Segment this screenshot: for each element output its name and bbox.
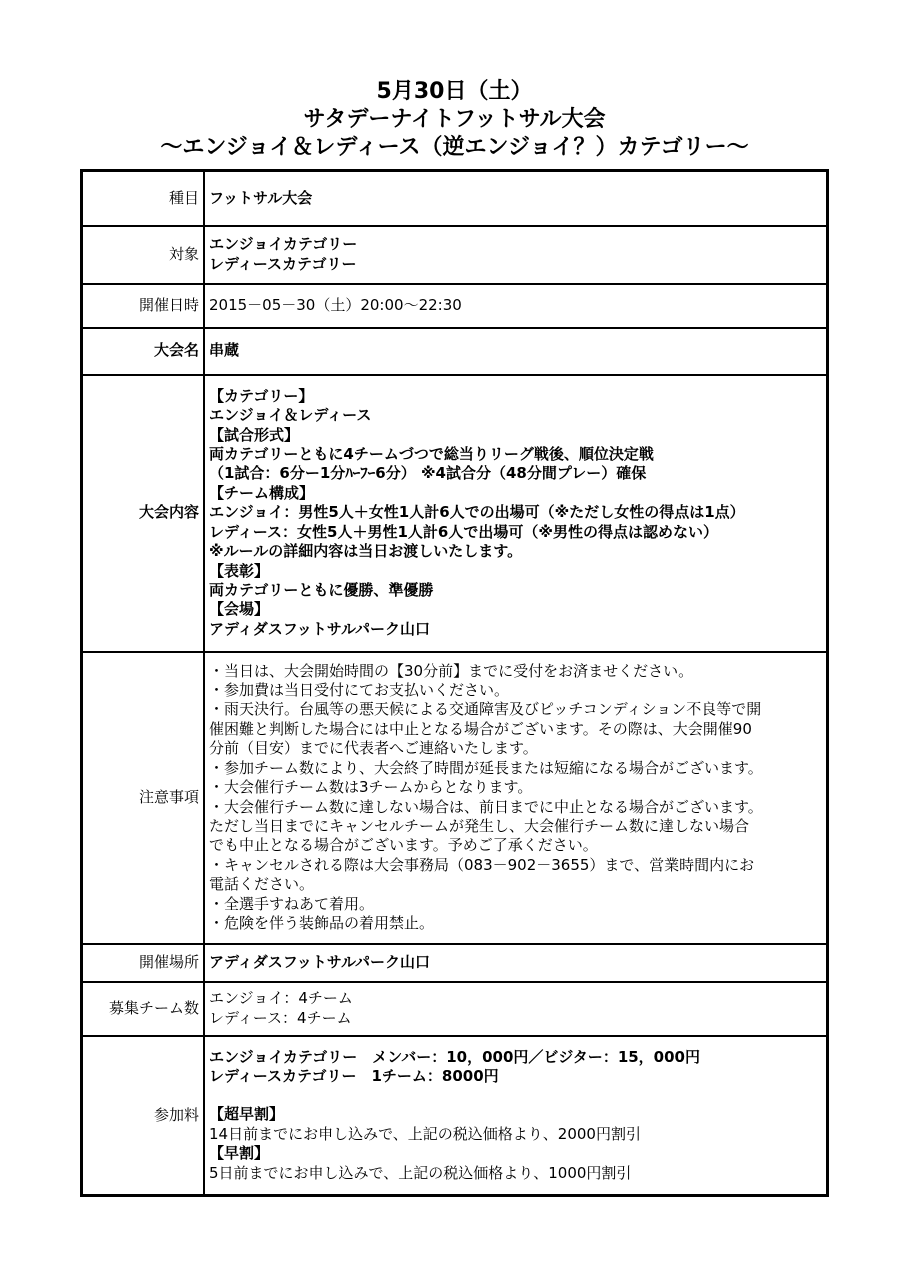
row-fee (82, 1036, 828, 1196)
value-target (204, 226, 828, 284)
text-line: 【超早割】 (209, 1105, 285, 1124)
value-fee (204, 1036, 828, 1196)
label-content: 大会内容 (82, 375, 205, 652)
value-venue (204, 944, 828, 982)
row-content (82, 375, 828, 652)
value-tournament-name (204, 328, 828, 375)
label-teams: 募集チーム数 (82, 982, 205, 1036)
text-line: 【早割】 (209, 1144, 270, 1163)
text-line: ・参加チーム数により、大会終了時間が延長または短縮になる場合がございます。 (209, 758, 763, 777)
text-line: ・雨天決行。台風等の悪天候による交通障害及びピッチコンディション不良等で開 (209, 700, 762, 719)
event-info-table (80, 169, 829, 1197)
row-venue (82, 944, 828, 982)
text-line: レディースカテゴリー 1チーム：8000円 (209, 1066, 499, 1085)
label-venue: 開催場所 (82, 944, 205, 982)
text-line: ・当日は、大会開始時間の【30分前】までに受付をお済ませください。 (209, 661, 694, 680)
text-line: 電話ください。 (209, 875, 315, 894)
text-line: 【カテゴリー】 (209, 386, 314, 405)
text-line: 分前（目安）までに代表者へご連絡いたします。 (209, 739, 538, 758)
text-line: 5日前までにお申し込みで、上記の税込価格より、1000円割引 (209, 1163, 632, 1182)
value-content (204, 375, 828, 652)
text-line: でも中止となる場合がございます。予めご了承ください。 (209, 836, 598, 855)
text-line: エンジョイカテゴリー メンバー：10，000円／ビジター：15，000円 (209, 1047, 700, 1066)
value-teams (204, 982, 828, 1036)
text-line: フットサル大会 (209, 188, 313, 207)
title-date: 5月30日（土） (376, 79, 533, 104)
text-line: エンジョイ：4チーム (209, 989, 353, 1008)
text-line: 串蔵 (209, 341, 240, 360)
text-line: エンジョイカテゴリー (209, 235, 358, 254)
value-notes (204, 652, 828, 944)
text-line: レディース：女性5人＋男性1人計6人で出場可（※男性の得点は認めない） (209, 522, 718, 541)
label-datetime: 開催日時 (82, 284, 205, 328)
text-line: ・大会催行チーム数に達しない場合は、前日までに中止となる場合がございます。 (209, 797, 763, 816)
text-line: ただし当日までにキャンセルチームが発生し、大会催行チーム数に達しない場合 (209, 816, 750, 835)
row-teams (82, 982, 828, 1036)
text-line: 【会場】 (209, 600, 270, 619)
text-line: 【試合形式】 (209, 425, 300, 444)
label-tournament-name: 大会名 (82, 328, 205, 375)
label-event-type: 種目 (82, 171, 205, 226)
text-line: アディダスフットサルパーク山口 (209, 952, 430, 971)
text-line: 14日前までにお申し込みで、上記の税込価格より、2000円割引 (209, 1124, 641, 1143)
text-line: レディース：4チーム (209, 1008, 352, 1027)
row-tournament-name (82, 328, 828, 375)
text-line: 両カテゴリーともに4チームづつで総当りリーグ戦後、順位決定戦 (209, 445, 654, 464)
text-line: ・キャンセルされる際は大会事務局（083－902－3655）まで、営業時間内にお (209, 855, 755, 874)
text-line: ・危険を伴う装飾品の着用禁止。 (209, 913, 435, 932)
text-line: ・全選手すねあて着用。 (209, 894, 375, 913)
value-event-type (204, 171, 828, 226)
row-datetime (82, 284, 828, 328)
text-line: エンジョイ：男性5人＋女性1人計6人での出場可（※ただし女性の得点は1点） (209, 503, 745, 522)
label-fee: 参加料 (82, 1036, 205, 1196)
text-line: ・大会催行チーム数は3チームからとなります。 (209, 778, 533, 797)
text-line: 【表彰】 (209, 561, 270, 580)
label-notes: 注意事項 (82, 652, 205, 944)
row-event-type (82, 171, 828, 226)
row-notes (82, 652, 828, 944)
title-category: ～エンジョイ＆レディース（逆エンジョイ？）カテゴリー～ (160, 135, 749, 160)
text-line (209, 1086, 822, 1105)
text-line: エンジョイ＆レディース (209, 406, 372, 425)
text-line: 2015－05－30（土）20:00～22:30 (209, 295, 462, 314)
text-line: アディダスフットサルパーク山口 (209, 619, 430, 638)
text-line: ・参加費は当日受付にてお支払いください。 (209, 681, 510, 700)
text-line: （1試合：6分ー1分ﾊｰﾌｰ6分） ※4試合分（48分間プレー）確保 (209, 464, 647, 483)
text-line: 【チーム構成】 (209, 483, 315, 502)
text-line: レディースカテゴリー (209, 254, 357, 273)
text-line: 催困難と判断した場合には中止となる場合がございます。その際は、大会開催90 (209, 719, 752, 738)
label-target: 対象 (82, 226, 205, 284)
title-event-name: サタデーナイトフットサル大会 (303, 107, 606, 132)
row-target (82, 226, 828, 284)
text-line: ※ルールの詳細内容は当日お渡しいたします。 (209, 542, 523, 561)
text-line: 両カテゴリーともに優勝、準優勝 (209, 580, 434, 599)
value-datetime (204, 284, 828, 328)
